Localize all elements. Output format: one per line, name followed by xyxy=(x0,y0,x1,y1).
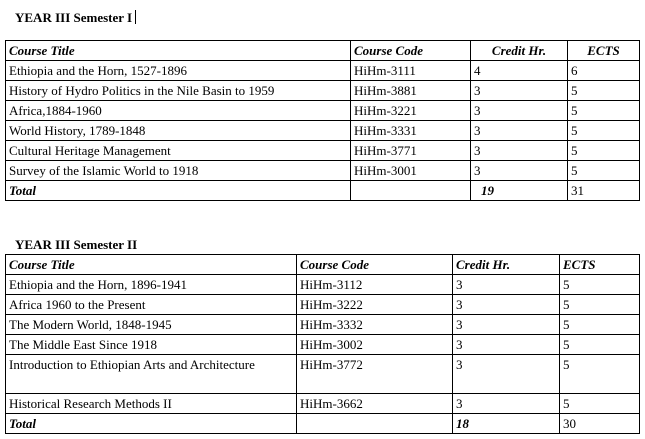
ects: 5 xyxy=(560,355,640,394)
header-course-code: Course Code xyxy=(297,255,453,275)
course-title: Africa 1960 to the Present xyxy=(6,295,297,315)
total-label: Total xyxy=(6,181,351,201)
course-code: HiHm-3662 xyxy=(297,394,453,414)
course-title: The Middle East Since 1918 xyxy=(6,335,297,355)
table-row xyxy=(6,315,640,335)
credit-hr: 3 xyxy=(471,101,568,121)
semester-2-title: YEAR III Semester II xyxy=(15,237,138,252)
table-row xyxy=(6,355,640,394)
table-row xyxy=(6,101,640,121)
header-credit-hr: Credit Hr. xyxy=(453,255,560,275)
course-title: Introduction to Ethiopian Arts and Architecture xyxy=(6,355,297,394)
table-row xyxy=(6,121,640,141)
text-cursor xyxy=(135,10,136,24)
table-row xyxy=(6,335,640,355)
course-code: HiHm-3331 xyxy=(351,121,471,141)
total-ects: 30 xyxy=(560,414,640,434)
credit-hr: 3 xyxy=(453,335,560,355)
header-ects: ECTS xyxy=(560,255,640,275)
credit-hr: 3 xyxy=(471,161,568,181)
course-title: History of Hydro Politics in the Nile Basin to 1959 xyxy=(6,81,351,101)
table-row xyxy=(6,61,640,81)
table-row xyxy=(6,161,640,181)
course-title: Ethiopia and the Horn, 1896-1941 xyxy=(6,275,297,295)
table-row xyxy=(6,81,640,101)
course-code: HiHm-3112 xyxy=(297,275,453,295)
course-code: HiHm-3111 xyxy=(351,61,471,81)
total-credit-hr: 18 xyxy=(453,414,560,434)
header-course-title: Course Title xyxy=(6,255,297,275)
course-code: HiHm-3771 xyxy=(351,141,471,161)
total-row xyxy=(6,181,640,201)
course-code: HiHm-3221 xyxy=(351,101,471,121)
table-row xyxy=(6,275,640,295)
semester-2-heading xyxy=(15,237,137,253)
ects: 6 xyxy=(568,61,640,81)
total-row xyxy=(6,414,640,434)
header-course-title: Course Title xyxy=(6,41,351,61)
credit-hr: 3 xyxy=(453,355,560,394)
total-code xyxy=(297,414,453,434)
semester-1-title: YEAR III Semester I xyxy=(15,10,133,25)
header-ects: ECTS xyxy=(568,41,640,61)
ects: 5 xyxy=(568,81,640,101)
course-title: World History, 1789-1848 xyxy=(6,121,351,141)
course-code: HiHm-3002 xyxy=(297,335,453,355)
table-header-row xyxy=(6,41,640,61)
total-ects: 31 xyxy=(568,181,640,201)
course-code: HiHm-3001 xyxy=(351,161,471,181)
total-label: Total xyxy=(6,414,297,434)
total-code xyxy=(351,181,471,201)
header-course-code: Course Code xyxy=(351,41,471,61)
ects: 5 xyxy=(560,394,640,414)
course-title: Historical Research Methods II xyxy=(6,394,297,414)
course-title: Cultural Heritage Management xyxy=(6,141,351,161)
ects: 5 xyxy=(560,275,640,295)
table-row xyxy=(6,141,640,161)
course-title: Survey of the Islamic World to 1918 xyxy=(6,161,351,181)
course-title: Africa,1884-1960 xyxy=(6,101,351,121)
semester-2-table xyxy=(5,254,640,434)
ects: 5 xyxy=(560,335,640,355)
table-header-row xyxy=(6,255,640,275)
credit-hr: 3 xyxy=(453,394,560,414)
credit-hr: 3 xyxy=(453,275,560,295)
total-credit-hr: 19 xyxy=(471,181,568,201)
table-row xyxy=(6,295,640,315)
ects: 5 xyxy=(568,101,640,121)
credit-hr: 3 xyxy=(471,81,568,101)
credit-hr: 3 xyxy=(471,121,568,141)
ects: 5 xyxy=(568,161,640,181)
header-credit-hr: Credit Hr. xyxy=(471,41,568,61)
credit-hr: 4 xyxy=(471,61,568,81)
semester-1-heading xyxy=(15,10,136,26)
ects: 5 xyxy=(568,141,640,161)
course-code: HiHm-3222 xyxy=(297,295,453,315)
ects: 5 xyxy=(560,315,640,335)
credit-hr: 3 xyxy=(453,295,560,315)
credit-hr: 3 xyxy=(453,315,560,335)
ects: 5 xyxy=(560,295,640,315)
course-title: The Modern World, 1848-1945 xyxy=(6,315,297,335)
table-row xyxy=(6,394,640,414)
ects: 5 xyxy=(568,121,640,141)
course-code: HiHm-3332 xyxy=(297,315,453,335)
course-title: Ethiopia and the Horn, 1527-1896 xyxy=(6,61,351,81)
semester-1-table xyxy=(5,40,640,201)
course-code: HiHm-3881 xyxy=(351,81,471,101)
course-code: HiHm-3772 xyxy=(297,355,453,394)
credit-hr: 3 xyxy=(471,141,568,161)
